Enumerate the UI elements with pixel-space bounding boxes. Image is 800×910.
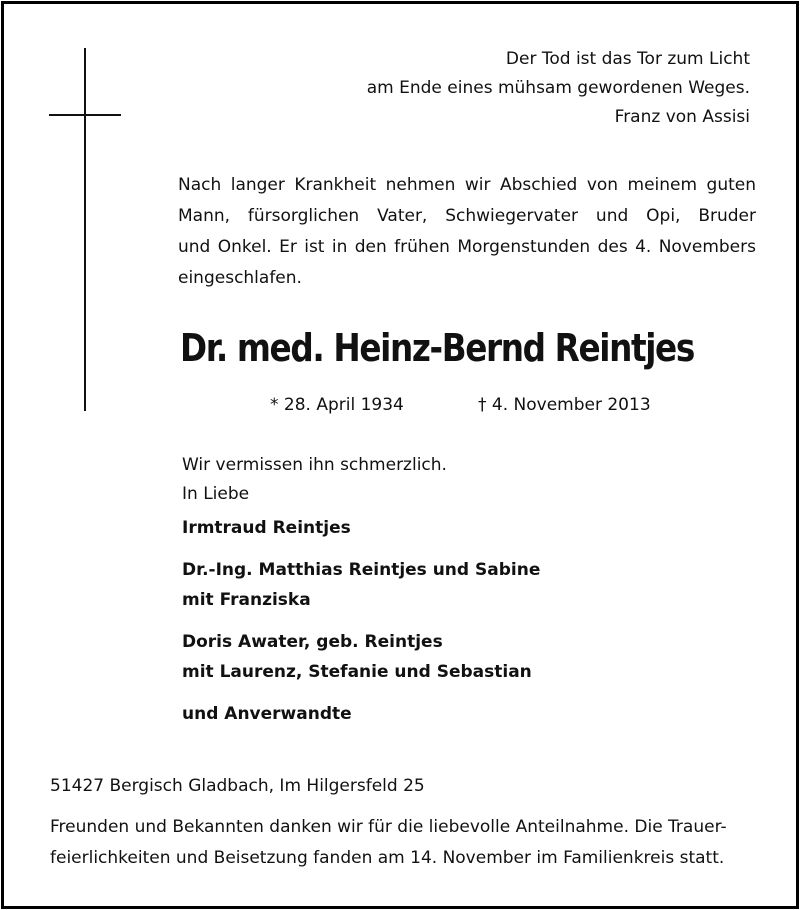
family-line: Dr.-Ing. Matthias Reintjes und Sabine bbox=[182, 560, 541, 580]
quote-block bbox=[367, 45, 750, 132]
family-line: mit Franziska bbox=[182, 590, 311, 610]
family-entry bbox=[182, 555, 540, 615]
family-line: mit Laurenz, Stefanie und Sebastian bbox=[182, 662, 532, 682]
mourning-line: Wir vermissen ihn schmerzlich. bbox=[182, 455, 447, 475]
quote-author: Franz von Assisi bbox=[614, 107, 750, 127]
intro-line: eingeschlafen. bbox=[178, 268, 302, 288]
cross-horizontal-bar bbox=[49, 114, 121, 116]
intro-line: und Onkel. Er ist in den frühen Morgenstunden des 4. Novembers bbox=[178, 237, 756, 257]
family-entry bbox=[182, 627, 540, 687]
family-line: und Anverwandte bbox=[182, 704, 352, 724]
quote-line: am Ende eines mühsam gewordenen Weges. bbox=[366, 78, 750, 98]
family-line: Doris Awater, geb. Reintjes bbox=[182, 632, 443, 652]
thanks-line: feierlichkeiten und Beisetzung fanden am 14. November im Familienkreis statt. bbox=[50, 848, 725, 868]
family-entry bbox=[182, 699, 540, 729]
deceased-name: Dr. med. Heinz-Bernd Reintjes bbox=[180, 326, 694, 370]
family-line: Irmtraud Reintjes bbox=[182, 518, 351, 538]
address: 51427 Bergisch Gladbach, Im Hilgersfeld 25 bbox=[50, 776, 425, 796]
mourning-line: In Liebe bbox=[182, 484, 250, 504]
birth-date: * 28. April 1934 bbox=[270, 395, 404, 415]
mourning-text bbox=[182, 451, 447, 509]
family-list bbox=[182, 513, 540, 741]
quote-line: Der Tod ist das Tor zum Licht bbox=[505, 49, 750, 69]
intro-line: Nach langer Krankheit nehmen wir Abschied von meinem guten bbox=[178, 175, 756, 195]
cross-vertical-bar bbox=[84, 48, 86, 411]
thanks-line: Freunden und Bekannten danken wir für die liebevolle Anteilnahme. Die Trauer- bbox=[50, 817, 727, 837]
thanks-paragraph bbox=[50, 812, 752, 874]
family-entry bbox=[182, 513, 540, 543]
death-date: † 4. November 2013 bbox=[478, 395, 651, 415]
intro-paragraph bbox=[178, 170, 756, 294]
intro-line: Mann, fürsorglichen Vater, Schwiegervater und Opi, Bruder bbox=[178, 206, 756, 226]
